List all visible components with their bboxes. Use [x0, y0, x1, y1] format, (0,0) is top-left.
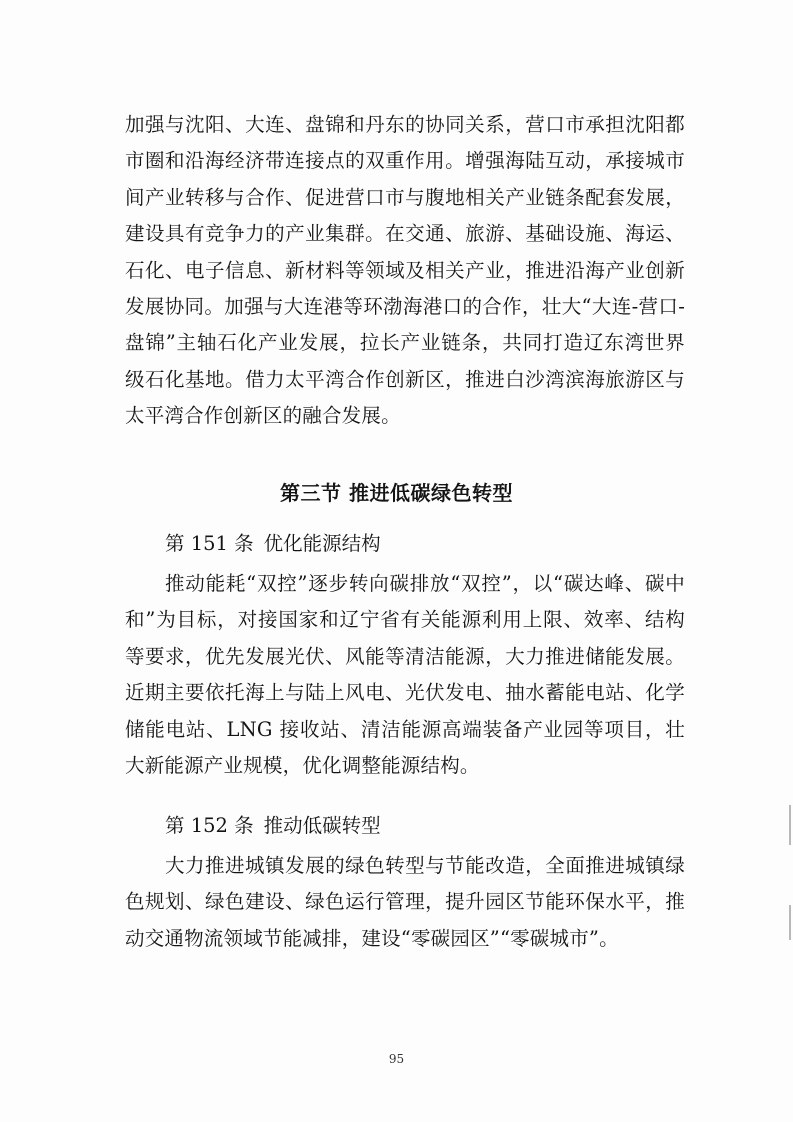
article-152-number: 第 152 条	[165, 814, 254, 837]
scan-edge-mark	[789, 805, 791, 845]
article-152-heading	[165, 810, 381, 838]
paragraph-continued: 加强与沈阳、大连、盘锦和丹东的协同关系，营口市承担沈阳都市圈和沿海经济带连接点的双重作用。增强海陆互动，承接城市间产业转移与合作、促进营口市与腹地相关产业链条配套发展，建设具有竞争力的产业集群。在交通、旅游、基础设施、海运、石化、电子信息、新材料等领域及相关产业，推进沿海产业创新发展协同。加强与大连港等环渤海港口的合作，壮大“大连-营口-盘锦”主轴石化产业发展，拉长产业链条，共同打造辽东湾世界级石化基地。借力太平湾合作创新区，推进白沙湾滨海旅游区与太平湾合作创新区的融合发展。	[125, 113, 685, 428]
article-152-title: 推动低碳转型	[263, 814, 381, 837]
article-151-title: 优化能源结构	[263, 532, 381, 555]
page-number: 95	[388, 1052, 405, 1066]
article-151-number: 第 151 条	[165, 532, 254, 555]
article-151-heading	[165, 528, 381, 556]
article-152-body: 大力推进城镇发展的绿色转型与节能改造，全面推进城镇绿色规划、绿色建设、绿色运行管理，提升园区节能环保水平，推动交通物流领域节能减排，建设“零碳园区”“零碳城市”。	[125, 854, 685, 950]
scan-edge-mark	[789, 905, 791, 940]
section-title: 第三节 推进低碳绿色转型	[280, 481, 513, 505]
article-151-body: 推动能耗“双控”逐步转向碳排放“双控”，以“碳达峰、碳中和”为目标，对接国家和辽宁省有关能源利用上限、效率、结构等要求，优先发展光伏、风能等清洁能源，大力推进储能发展。近期主要依托海上与陆上风电、光伏发电、抽水蓄能电站、化学储能电站、LNG 接收站、清洁能源高端装备产业园等项目，壮大新能源产业规模，优化调整能源结构。	[125, 572, 685, 778]
